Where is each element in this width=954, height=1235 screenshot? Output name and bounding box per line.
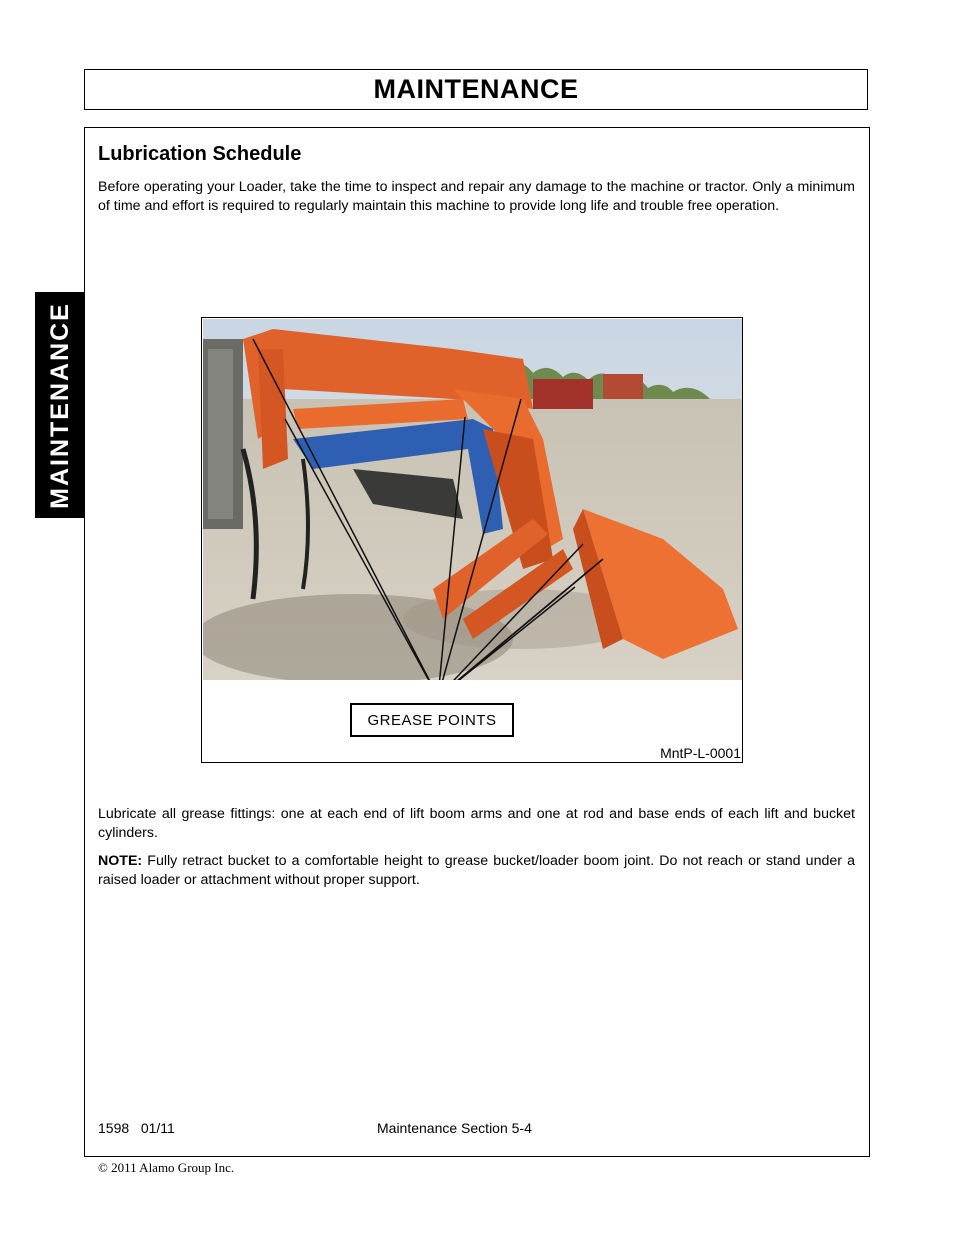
figure-code: MntP-L-0001 xyxy=(660,745,741,761)
copyright: © 2011 Alamo Group Inc. xyxy=(98,1160,235,1175)
grease-points-figure xyxy=(201,317,743,763)
lubricate-paragraph: Lubricate all grease fittings: one at each end of lift boom arms and one at rod and base ends of each lift and bucket cylinders. xyxy=(98,806,855,841)
page-header xyxy=(84,69,868,110)
grease-points-callout: GREASE POINTS xyxy=(350,703,514,737)
intro-paragraph: Before operating your Loader, take the time to inspect and repair any damage to the machine or tractor. Only a minimum of time and effort is required to regularly maintain this machine to provide long life and trouble free operation. xyxy=(98,179,855,214)
section-title: Lubrication Schedule xyxy=(98,143,302,165)
footer-section: Maintenance Section 5-4 xyxy=(377,1120,532,1136)
note-paragraph xyxy=(98,852,855,890)
note-label: NOTE: xyxy=(98,853,143,869)
side-tab xyxy=(35,292,85,518)
footer-doc-number: 1598 01/11 xyxy=(98,1120,175,1136)
note-text: Fully retract bucket to a comfortable height to grease bucket/loader boom joint. Do not reach or stand under a raised loader or attachment without proper support. xyxy=(98,853,855,888)
loader-photo xyxy=(203,319,742,680)
page-title: MAINTENANCE xyxy=(373,74,579,104)
side-tab-label: MAINTENANCE xyxy=(45,301,74,509)
